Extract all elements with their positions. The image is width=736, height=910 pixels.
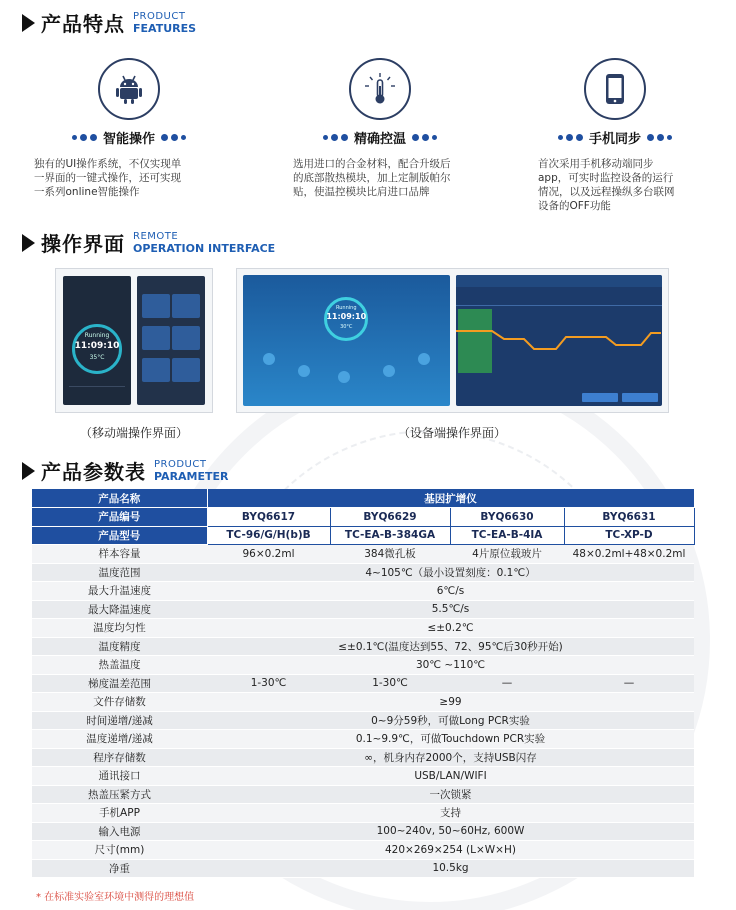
device-interface-screenshot [236,268,669,413]
row-label: 产品编号 [32,508,207,527]
cell-value: 48×0.2ml+48×0.2ml [564,545,694,564]
row-label: 手机APP [32,804,207,823]
device-caption: （设备端操作界面） [398,426,507,440]
row-label: 最大降温速度 [32,600,207,619]
heading-cn: 产品参数表 [41,460,146,484]
cell-value: 96×0.2ml [207,545,330,564]
cell-value: 0~9分59秒，可做Long PCR实验 [207,711,694,730]
table-row [32,674,694,693]
feature-precise-temp [285,58,475,199]
feature-desc: 选用进口的合金材料，配合升级后的底部散热模块，加上定制版帕尔贴，使温控模块比肩进口品牌 [293,158,451,198]
mobile-interface-screenshot [55,268,213,413]
heading-en: REMOTE OPERATION INTERFACE [133,230,276,255]
table-row [32,526,694,545]
row-label: 文件存储数 [32,693,207,712]
cell-value: 0.1~9.9℃，可做Touchdown PCR实验 [207,730,694,749]
mobile-caption: （移动端操作界面） [80,426,189,440]
heading-triangle-icon [22,462,35,480]
cell-value: — [564,674,694,693]
params-heading [22,456,229,485]
row-label: 尺寸(mm) [32,841,207,860]
product-code: BYQ6617 [207,508,330,527]
parameter-table [32,489,695,878]
row-label: 最大升温速度 [32,582,207,601]
table-row [32,563,694,582]
feature-desc: 独有的UI操作系统，不仅实现单一界面的一键式操作，还可实现一系列online智能操作 [34,158,182,198]
product-name-value: 基因扩增仪 [207,489,694,508]
cell-value: ≤±0.2℃ [207,619,694,638]
cell-value: 一次锁紧 [207,785,694,804]
table-row [32,693,694,712]
dots-decoration [412,134,437,141]
table-row [32,582,694,601]
table-row [32,730,694,749]
feature-mobile-sync [520,58,710,213]
dots-decoration [323,134,348,141]
android-robot-icon [98,58,160,120]
heading-cn: 产品特点 [41,12,125,36]
row-label: 通讯接口 [32,767,207,786]
heading-triangle-icon [22,234,35,252]
row-label: 温度均匀性 [32,619,207,638]
table-row [32,489,694,508]
cell-value: 1-30℃ [207,674,330,693]
feature-title: 精确控温 [353,132,406,147]
cell-value: 100~240v, 50~60Hz, 600W [207,822,694,841]
product-model: TC-96/G/H(b)B [207,526,330,545]
features-heading [22,8,196,37]
table-row [32,767,694,786]
dots-decoration [558,134,583,141]
feature-title: 手机同步 [588,132,641,147]
table-row [32,600,694,619]
row-label: 梯度温差范围 [32,674,207,693]
table-row [32,785,694,804]
thermometer-icon [349,58,411,120]
product-model: TC-EA-B-384GA [330,526,450,545]
product-code: BYQ6631 [564,508,694,527]
row-label: 输入电源 [32,822,207,841]
row-label: 净重 [32,859,207,878]
heading-triangle-icon [22,14,35,32]
row-label: 样本容量 [32,545,207,564]
table-row [32,804,694,823]
table-row [32,545,694,564]
smartphone-icon [584,58,646,120]
feature-smart-operation [34,58,224,199]
row-label: 产品型号 [32,526,207,545]
heading-en: PRODUCT FEATURES [133,10,197,35]
row-label: 温度精度 [32,637,207,656]
product-code: BYQ6629 [330,508,450,527]
heading-cn: 操作界面 [41,232,125,256]
feature-desc: 首次采用手机移动端同步app，可实时监控设备的运行情况，以及远程操纵多台联网设备的OFF功能 [538,158,675,212]
cell-value: ≤±0.1℃(温度达到55、72、95℃后30秒开始) [207,637,694,656]
product-model: TC-XP-D [564,526,694,545]
cell-value: 1-30℃ [330,674,450,693]
cell-value: 420×269×254 (L×W×H) [207,841,694,860]
cell-value: 30℃ ~110℃ [207,656,694,675]
cell-value: 384微孔板 [330,545,450,564]
table-row [32,822,694,841]
cell-value: 6℃/s [207,582,694,601]
table-row [32,508,694,527]
row-label: 程序存储数 [32,748,207,767]
cell-value: 4片原位载玻片 [450,545,564,564]
row-label: 时间递增/递减 [32,711,207,730]
dots-decoration [647,134,672,141]
cell-value: USB/LAN/WIFI [207,767,694,786]
row-label: 温度递增/递减 [32,730,207,749]
product-model: TC-EA-B-4IA [450,526,564,545]
device-screen-home: Running 11:09:10 30°C [243,275,450,406]
row-label: 产品名称 [32,489,207,508]
row-label: 热盖温度 [32,656,207,675]
cell-value: ∞，机身内存2000个，支持USB闪存 [207,748,694,767]
heading-en: PRODUCT PARAMETER [154,458,229,483]
table-row [32,841,694,860]
phone-screen-run: Running 11:09:10 35°C [63,276,131,405]
table-row [32,711,694,730]
table-row [32,637,694,656]
interface-heading [22,228,275,257]
feature-title: 智能操作 [102,132,155,147]
table-row [32,619,694,638]
table-row [32,656,694,675]
product-code: BYQ6630 [450,508,564,527]
table-row [32,748,694,767]
phone-screen-list [137,276,205,405]
cell-value: — [450,674,564,693]
table-row [32,859,694,878]
cell-value: 5.5℃/s [207,600,694,619]
cell-value: 10.5kg [207,859,694,878]
cell-value: 4~105℃（最小设置刻度：0.1℃） [207,563,694,582]
footnote: * 在标准实验室环境中测得的理想值 [36,892,195,903]
cell-value: ≥99 [207,693,694,712]
dots-decoration [72,134,97,141]
row-label: 热盖压紧方式 [32,785,207,804]
device-screen-program [456,275,663,406]
dots-decoration [161,134,186,141]
row-label: 温度范围 [32,563,207,582]
cell-value: 支持 [207,804,694,823]
